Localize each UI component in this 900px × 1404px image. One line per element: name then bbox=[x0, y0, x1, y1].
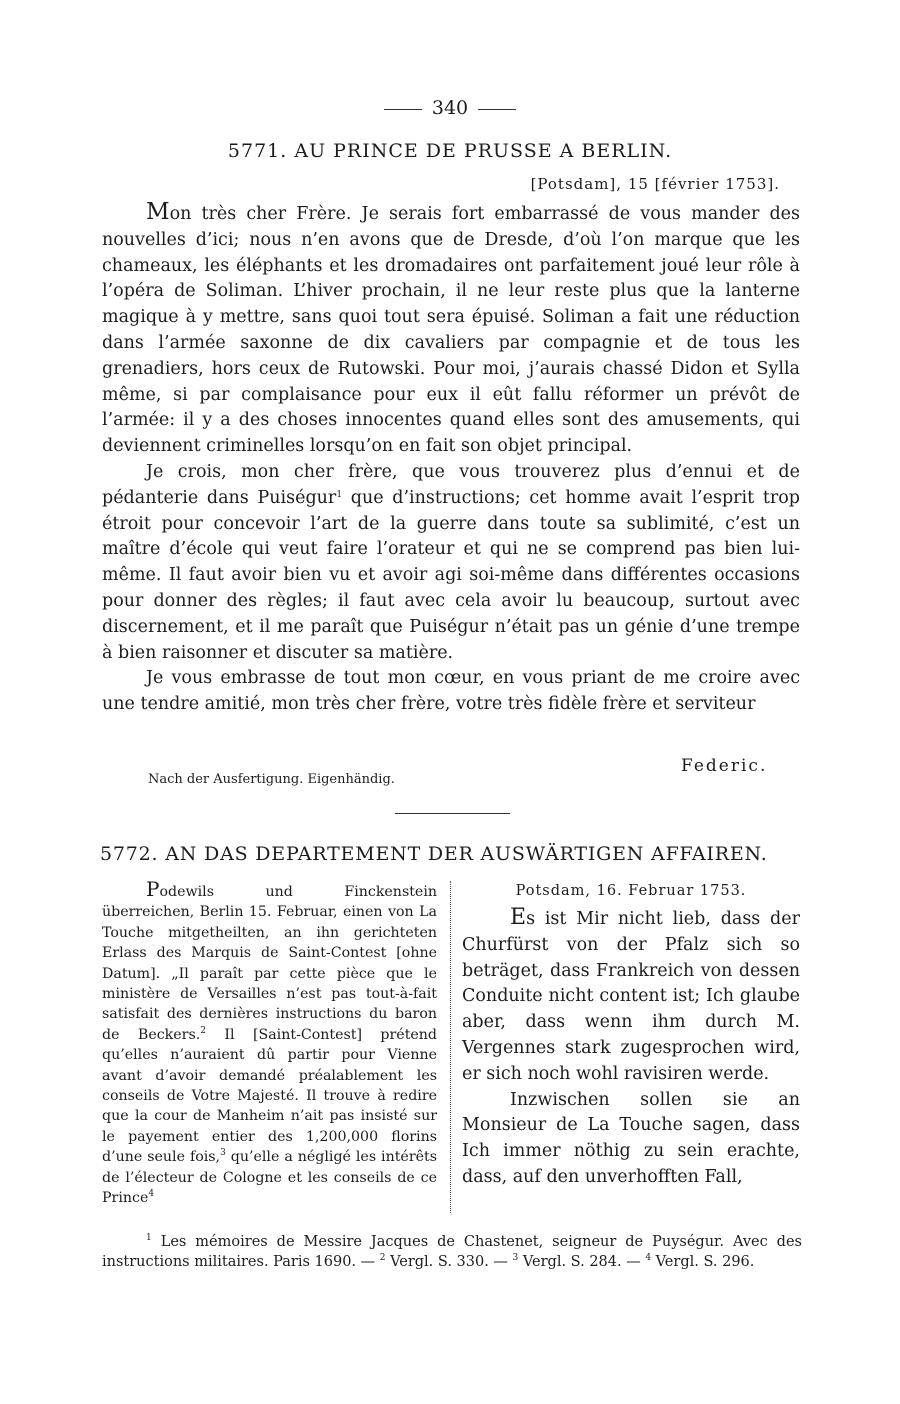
column-divider bbox=[450, 881, 451, 1213]
paragraph-text: Il [Saint-Contest] prétend qu’elles n’auraient dû partir pour Vienne avant d’avoir demandé préalablement les conseils de Votre Majesté. Il trouve à redire que la cour de Manheim n’ait pas insisté sur le payement entier des 1,200,000 florins d’une seule fois, bbox=[102, 1026, 438, 1166]
footnote-number: 4 bbox=[645, 1253, 652, 1263]
letter-5772-recipient: AN DAS DEPARTEMENT DER AUSWÄRTIGEN AFFAIREN. bbox=[165, 843, 768, 865]
reply-column bbox=[462, 905, 800, 1191]
footnote-3: Vergl. S. 284. — bbox=[518, 1254, 646, 1270]
paragraph-text: on très cher Frère. Je serais fort embarrassé de vous mander des nouvelles d’ici; nous n’en avons que de Dresde, d’où l’on marque que les chameaux, les éléphants et les dromadaires ont parfaitement joué leur rôle à l’opéra de Soliman. L’hiver prochain, il ne leur reste plus que la lanterne magique à y mettre, sans quoi tout sera épuisé. Soliman a fait une réduction dans l’armée saxonne de dix cavaliers par compagnie et de tous les grenadiers, hors ceux de Rutowski. Pour moi, j’aurais chassé Didon et Sylla même, si par complaisance pour eux il eût fallu réformer un prévôt de l’armée: il y a des choses innocentes quand elles sont des amusements, qui deviennent criminelles lorsqu’on en fait son objet principal. bbox=[102, 204, 800, 457]
drop-initial: E bbox=[510, 905, 527, 930]
source-note: Nach der Ausfertigung. Eigenhändig. bbox=[148, 772, 395, 787]
letter-5771-dateline: [Potsdam], 15 [février 1753]. bbox=[530, 175, 780, 193]
left-dash bbox=[384, 109, 422, 110]
letter-5771-recipient: AU PRINCE DE PRUSSE A BERLIN. bbox=[294, 140, 673, 162]
paragraph bbox=[462, 1088, 800, 1191]
footnote-ref[interactable]: 3 bbox=[220, 1148, 226, 1159]
footnote-2: Vergl. S. 330. — bbox=[385, 1254, 513, 1270]
section-divider bbox=[395, 813, 510, 814]
letter-5771-heading bbox=[100, 140, 800, 162]
page-number-line bbox=[0, 97, 900, 119]
paragraph-text: Inzwischen sollen sie an Monsieur de La Touche sagen, dass Ich immer nöthig zu sein erachte, dass, auf den unverhofften Fall, bbox=[462, 1089, 800, 1187]
footnote-number: 1 bbox=[146, 1233, 152, 1243]
right-dash bbox=[478, 109, 516, 110]
drop-initial: P bbox=[146, 877, 160, 901]
page-number: 340 bbox=[431, 97, 469, 119]
paragraph bbox=[102, 666, 800, 718]
letter-5771-number: 5771. bbox=[227, 140, 288, 162]
footnotes bbox=[102, 1232, 802, 1272]
footnote-ref[interactable]: 1 bbox=[336, 489, 343, 500]
footnote-number: 3 bbox=[512, 1253, 519, 1263]
paragraph-text: Je crois, mon cher frère, que vous trouverez plus d’ennui et de pédanterie dans Puiségur bbox=[102, 461, 800, 508]
footnote-1: Les mémoires de Messire Jacques de Chastenet, seigneur de Puységur. Avec des instructions militaires. Paris 1690. — bbox=[102, 1234, 802, 1270]
signature: Federic. bbox=[681, 756, 768, 776]
letter-5772-heading bbox=[100, 843, 803, 865]
footnote-ref[interactable]: 4 bbox=[148, 1189, 155, 1200]
footnote-text bbox=[102, 1232, 802, 1272]
footnote-number: 2 bbox=[379, 1253, 386, 1263]
paragraph bbox=[102, 200, 800, 460]
paragraph-text: que d’instructions; cet homme avait l’esprit trop étroit pour concevoir l’art de la guerre dans toute sa sublimité, c’est un maître d’école qui veut faire l’orateur et qui ne se comprend pas bien lui-même. Il faut avoir bien vu et avoir agi soi-même dans différentes occasions pour donner des règles; il faut avec cela avoir lu beaucoup, surtout avec discernement, et il me paraît que Puiségur n’était pas un génie d’une trempe à bien raisonner et discuter sa matière. bbox=[102, 487, 800, 663]
footnote-4: Vergl. S. 296. bbox=[651, 1254, 755, 1270]
paragraph bbox=[102, 460, 800, 666]
paragraph-text: qu’elle a négligé les intérêts de l’électeur de Cologne et les conseils de ce Prince bbox=[102, 1149, 437, 1207]
report-summary-column bbox=[102, 879, 437, 1209]
paragraph bbox=[462, 905, 800, 1088]
paragraph-text: Je vous embrasse de tout mon cœur, en vous priant de me croire avec une tendre amitié, mon très cher frère, votre très fidèle frère et serviteur bbox=[102, 668, 800, 715]
letter-5772-dateline: Potsdam, 16. Februar 1753. bbox=[515, 883, 747, 899]
letter-5772-number: 5772. bbox=[100, 843, 159, 865]
paragraph-text: s ist Mir nicht lieb, dass der Churfürst von der Pfalz sich so beträget, dass Frankreich von dessen Conduite nicht content ist; Ich glaube aber, dass wenn ihm durch M. Vergennes stark zugesprochen wird, er sich noch wohl ravisiren werde. bbox=[462, 909, 800, 1084]
paragraph bbox=[102, 879, 437, 1209]
paragraph-text: odewils und Finckenstein überreichen, Berlin 15. Februar, einen von La Touche mitgetheilten, an ihn gerichteten Erlass des Marquis de Saint-Contest [ohne Datum]. „Il paraît par cette pièce que le ministère de Versailles n’est pas tout-à-fait satisfait des dernières instructions du baron de Beckers. bbox=[102, 884, 437, 1043]
footnote-ref[interactable]: 2 bbox=[200, 1025, 206, 1036]
letter-5771-body bbox=[102, 200, 800, 718]
drop-initial: M bbox=[146, 199, 170, 225]
